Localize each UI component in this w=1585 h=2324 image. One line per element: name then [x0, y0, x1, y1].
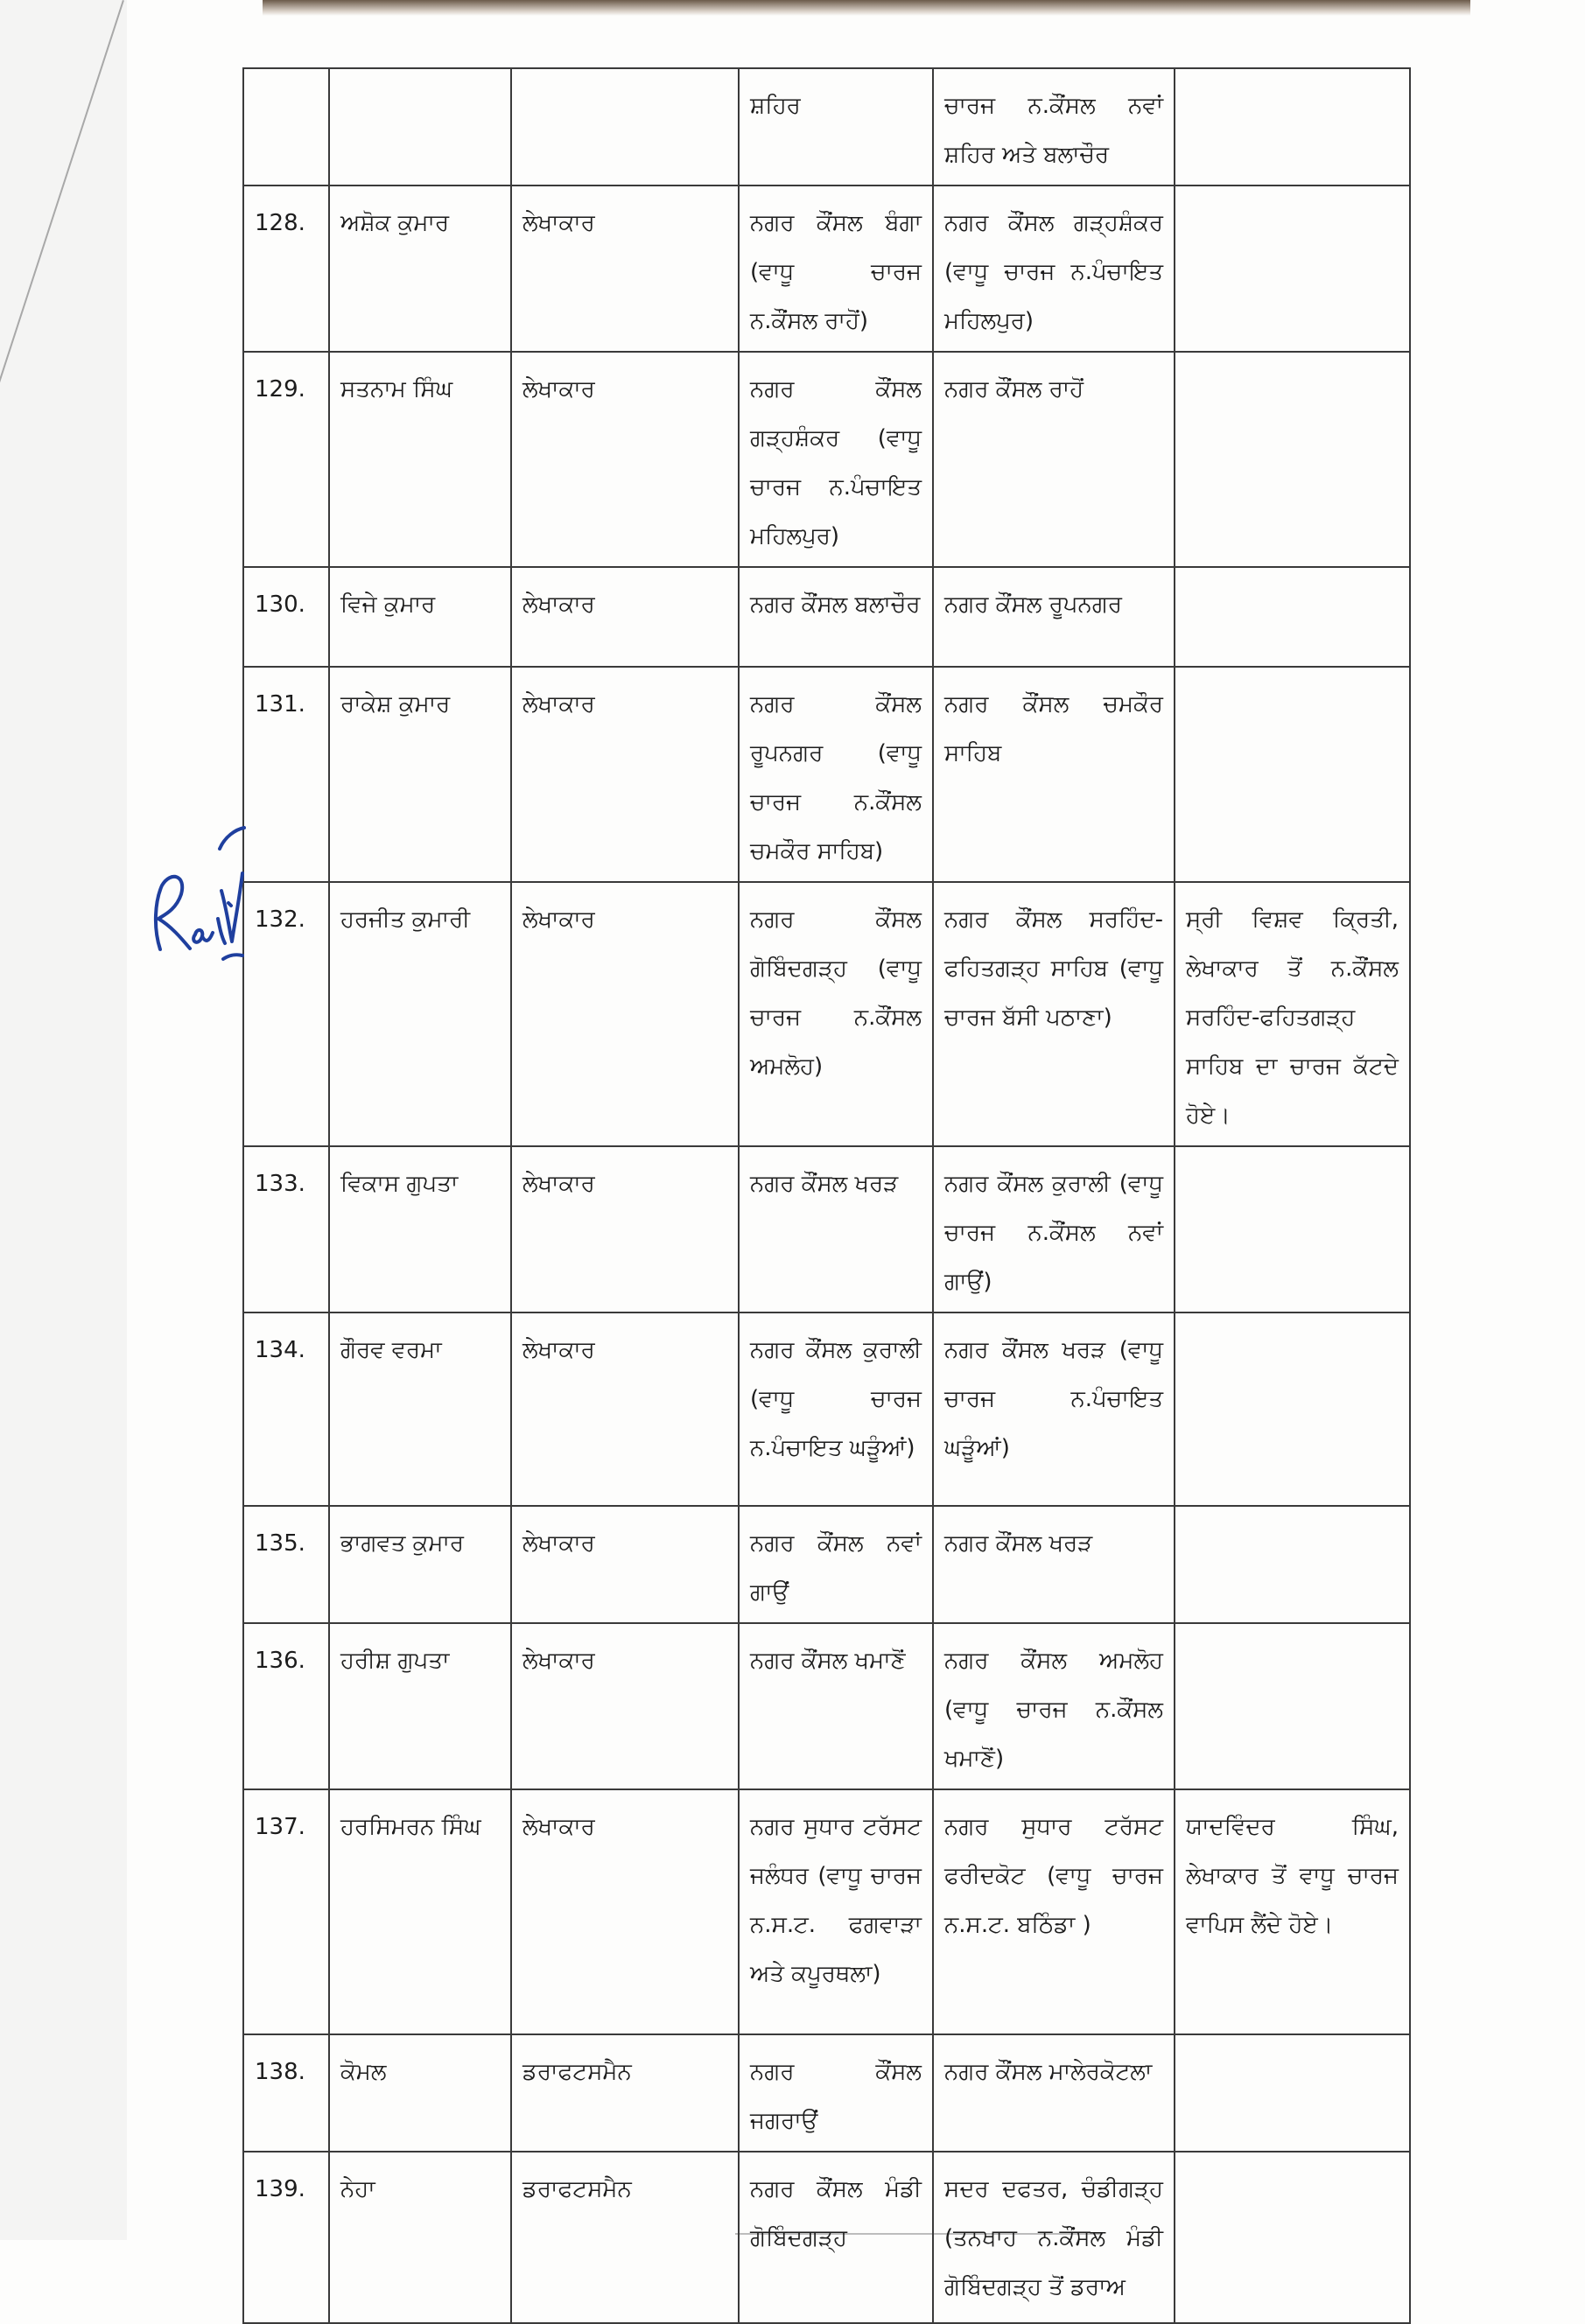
table-row — [243, 2034, 1410, 2152]
designation: ਲੇਖਾਕਾਰ — [511, 1506, 739, 1623]
current-posting: ਨਗਰ ਕੌਂਸਲ ਖਮਾਣੋਂ — [739, 1623, 933, 1789]
table-row — [243, 1146, 1410, 1312]
table-row — [243, 186, 1410, 352]
page-margin-shadow — [0, 0, 127, 2240]
employee-name: ਰਾਕੇਸ਼ ਕੁਮਾਰ — [329, 667, 511, 882]
table-row — [243, 1789, 1410, 2034]
current-posting: ਨਗਰ ਕੌਂਸਲ ਜਗਰਾਉਂ — [739, 2034, 933, 2152]
employee-name: ਗੌਰਵ ਵਰਮਾ — [329, 1312, 511, 1506]
remarks — [1175, 1623, 1410, 1789]
current-posting: ਸ਼ਹਿਰ — [739, 68, 933, 186]
employee-name: ਹਰੀਸ਼ ਗੁਪਤਾ — [329, 1623, 511, 1789]
designation — [511, 68, 739, 186]
new-posting: ਨਗਰ ਕੌਂਸਲ ਰਾਹੋਂ — [933, 352, 1175, 567]
current-posting: ਨਗਰ ਕੌਂਸਲ ਮੰਡੀ ਗੋਬਿੰਦਗੜ੍ਹ — [739, 2152, 933, 2323]
serial-number: 133. — [243, 1146, 329, 1312]
table-row — [243, 667, 1410, 882]
designation: ਲੇਖਾਕਾਰ — [511, 1312, 739, 1506]
table-row — [243, 1506, 1410, 1623]
remarks — [1175, 667, 1410, 882]
serial-number — [243, 68, 329, 186]
table-row — [243, 352, 1410, 567]
table-row — [243, 68, 1410, 186]
remarks — [1175, 2034, 1410, 2152]
current-posting: ਨਗਰ ਸੁਧਾਰ ਟਰੱਸਟ ਜਲੰਧਰ (ਵਾਧੂ ਚਾਰਜ ਨ.ਸ.ਟ. ਫਗਵਾੜਾ ਅਤੇ ਕਪੂਰਥਲਾ) — [739, 1789, 933, 2034]
remarks: ਯਾਦਵਿੰਦਰ ਸਿੰਘ, ਲੇਖਾਕਾਰ ਤੋਂ ਵਾਧੂ ਚਾਰਜ ਵਾਪਿਸ ਲੈਂਦੇ ਹੋਏ। — [1175, 1789, 1410, 2034]
remarks — [1175, 352, 1410, 567]
transfer-order-table — [242, 67, 1411, 2324]
current-posting: ਨਗਰ ਕੌਂਸਲ ਖਰੜ — [739, 1146, 933, 1312]
designation: ਲੇਖਾਕਾਰ — [511, 1146, 739, 1312]
serial-number: 128. — [243, 186, 329, 352]
employee-name: ਕੋਮਲ — [329, 2034, 511, 2152]
new-posting: ਨਗਰ ਕੌਂਸਲ ਅਮਲੋਹ (ਵਾਧੂ ਚਾਰਜ ਨ.ਕੌਂਸਲ ਖਮਾਣੋਂ) — [933, 1623, 1175, 1789]
serial-number: 137. — [243, 1789, 329, 2034]
designation: ਲੇਖਾਕਾਰ — [511, 567, 739, 667]
serial-number: 129. — [243, 352, 329, 567]
designation: ਲੇਖਾਕਾਰ — [511, 186, 739, 352]
employee-name: ਨੇਹਾ — [329, 2152, 511, 2323]
serial-number: 136. — [243, 1623, 329, 1789]
current-posting: ਨਗਰ ਕੌਂਸਲ ਬੰਗਾ (ਵਾਧੂ ਚਾਰਜ ਨ.ਕੌਂਸਲ ਰਾਹੋਂ) — [739, 186, 933, 352]
new-posting: ਨਗਰ ਕੌਂਸਲ ਰੂਪਨਗਰ — [933, 567, 1175, 667]
serial-number: 138. — [243, 2034, 329, 2152]
remarks — [1175, 1146, 1410, 1312]
designation: ਲੇਖਾਕਾਰ — [511, 1789, 739, 2034]
table-row — [243, 567, 1410, 667]
new-posting: ਨਗਰ ਕੌਂਸਲ ਚਮਕੌਰ ਸਾਹਿਬ — [933, 667, 1175, 882]
serial-number: 135. — [243, 1506, 329, 1623]
table-row — [243, 1312, 1410, 1506]
remarks — [1175, 68, 1410, 186]
employee-name: ਅਸ਼ੋਕ ਕੁਮਾਰ — [329, 186, 511, 352]
new-posting: ਸਦਰ ਦਫਤਰ, ਚੰਡੀਗੜ੍ਹ (ਤਨਖਾਹ ਨ.ਕੌਂਸਲ ਮੰਡੀ ਗੋਬਿੰਦਗੜ੍ਹ ਤੋਂ ਡਰਾਅ — [933, 2152, 1175, 2323]
current-posting: ਨਗਰ ਕੌਂਸਲ ਰੂਪਨਗਰ (ਵਾਧੂ ਚਾਰਜ ਨ.ਕੌਂਸਲ ਚਮਕੌਰ ਸਾਹਿਬ) — [739, 667, 933, 882]
current-posting: ਨਗਰ ਕੌਂਸਲ ਗੜ੍ਹਸ਼ੰਕਰ (ਵਾਧੂ ਚਾਰਜ ਨ.ਪੰਚਾਇਤ ਮਹਿਲਪੁਰ) — [739, 352, 933, 567]
new-posting: ਨਗਰ ਕੌਂਸਲ ਗੜ੍ਹਸ਼ੰਕਰ (ਵਾਧੂ ਚਾਰਜ ਨ.ਪੰਚਾਇਤ ਮਹਿਲਪੁਰ) — [933, 186, 1175, 352]
new-posting: ਨਗਰ ਕੌਂਸਲ ਮਾਲੇਰਕੋਟਲਾ — [933, 2034, 1175, 2152]
new-posting: ਨਗਰ ਕੌਂਸਲ ਖਰੜ — [933, 1506, 1175, 1623]
serial-number: 132. — [243, 882, 329, 1146]
new-posting: ਨਗਰ ਕੌਂਸਲ ਖਰੜ (ਵਾਧੂ ਚਾਰਜ ਨ.ਪੰਚਾਇਤ ਘੜੂੰਆਂ) — [933, 1312, 1175, 1506]
current-posting: ਨਗਰ ਕੌਂਸਲ ਨਵਾਂ ਗਾਉਂ — [739, 1506, 933, 1623]
employee-name: ਹਰਜੀਤ ਕੁਮਾਰੀ — [329, 882, 511, 1146]
new-posting: ਨਗਰ ਕੌਂਸਲ ਸਰਹਿੰਦ-ਫਹਿਤਗੜ੍ਹ ਸਾਹਿਬ (ਵਾਧੂ ਚਾਰਜ ਬੱਸੀ ਪਠਾਣਾ) — [933, 882, 1175, 1146]
current-posting: ਨਗਰ ਕੌਂਸਲ ਕੁਰਾਲੀ (ਵਾਧੂ ਚਾਰਜ ਨ.ਪੰਚਾਇਤ ਘੜੂੰਆਂ) — [739, 1312, 933, 1506]
designation: ਲੇਖਾਕਾਰ — [511, 667, 739, 882]
table-row — [243, 1623, 1410, 1789]
serial-number: 131. — [243, 667, 329, 882]
new-posting: ਚਾਰਜ ਨ.ਕੌਂਸਲ ਨਵਾਂ ਸ਼ਹਿਰ ਅਤੇ ਬਲਾਚੌਰ — [933, 68, 1175, 186]
remarks — [1175, 186, 1410, 352]
table-row — [243, 2152, 1410, 2323]
employee-name: ਸਤਨਾਮ ਸਿੰਘ — [329, 352, 511, 567]
handwritten-signature — [144, 788, 249, 962]
employee-name — [329, 68, 511, 186]
designation: ਡਰਾਫਟਸਮੈਨ — [511, 2034, 739, 2152]
designation: ਲੇਖਾਕਾਰ — [511, 882, 739, 1146]
serial-number: 134. — [243, 1312, 329, 1506]
employee-name: ਭਾਗਵਤ ਕੁਮਾਰ — [329, 1506, 511, 1623]
serial-number: 139. — [243, 2152, 329, 2323]
designation: ਲੇਖਾਕਾਰ — [511, 352, 739, 567]
table-row — [243, 882, 1410, 1146]
new-posting: ਨਗਰ ਕੌਂਸਲ ਕੁਰਾਲੀ (ਵਾਧੂ ਚਾਰਜ ਨ.ਕੌਂਸਲ ਨਵਾਂ ਗਾਉਂ) — [933, 1146, 1175, 1312]
remarks — [1175, 1312, 1410, 1506]
employee-name: ਹਰਸਿਮਰਨ ਸਿੰਘ — [329, 1789, 511, 2034]
serial-number: 130. — [243, 567, 329, 667]
new-posting: ਨਗਰ ਸੁਧਾਰ ਟਰੱਸਟ ਫਰੀਦਕੋਟ (ਵਾਧੂ ਚਾਰਜ ਨ.ਸ.ਟ. ਬਠਿੰਡਾ ) — [933, 1789, 1175, 2034]
employee-name: ਵਿਜੇ ਕੁਮਾਰ — [329, 567, 511, 667]
remarks — [1175, 2152, 1410, 2323]
remarks — [1175, 567, 1410, 667]
remarks: ਸ੍ਰੀ ਵਿਸ਼ਵ ਕ੍ਰਿਤੀ, ਲੇਖਾਕਾਰ ਤੋਂ ਨ.ਕੌਂਸਲ ਸਰਹਿੰਦ-ਫਹਿਤਗੜ੍ਹ ਸਾਹਿਬ ਦਾ ਚਾਰਜ ਕੱਟਦੇ ਹੋਏ। — [1175, 882, 1410, 1146]
designation: ਲੇਖਾਕਾਰ — [511, 1623, 739, 1789]
remarks — [1175, 1506, 1410, 1623]
scan-top-edge — [263, 0, 1470, 16]
designation: ਡਰਾਫਟਸਮੈਨ — [511, 2152, 739, 2323]
current-posting: ਨਗਰ ਕੌਂਸਲ ਗੋਬਿੰਦਗੜ੍ਹ (ਵਾਧੂ ਚਾਰਜ ਨ.ਕੌਂਸਲ ਅਮਲੋਹ) — [739, 882, 933, 1146]
employee-name: ਵਿਕਾਸ ਗੁਪਤਾ — [329, 1146, 511, 1312]
current-posting: ਨਗਰ ਕੌਂਸਲ ਬਲਾਚੌਰ — [739, 567, 933, 667]
